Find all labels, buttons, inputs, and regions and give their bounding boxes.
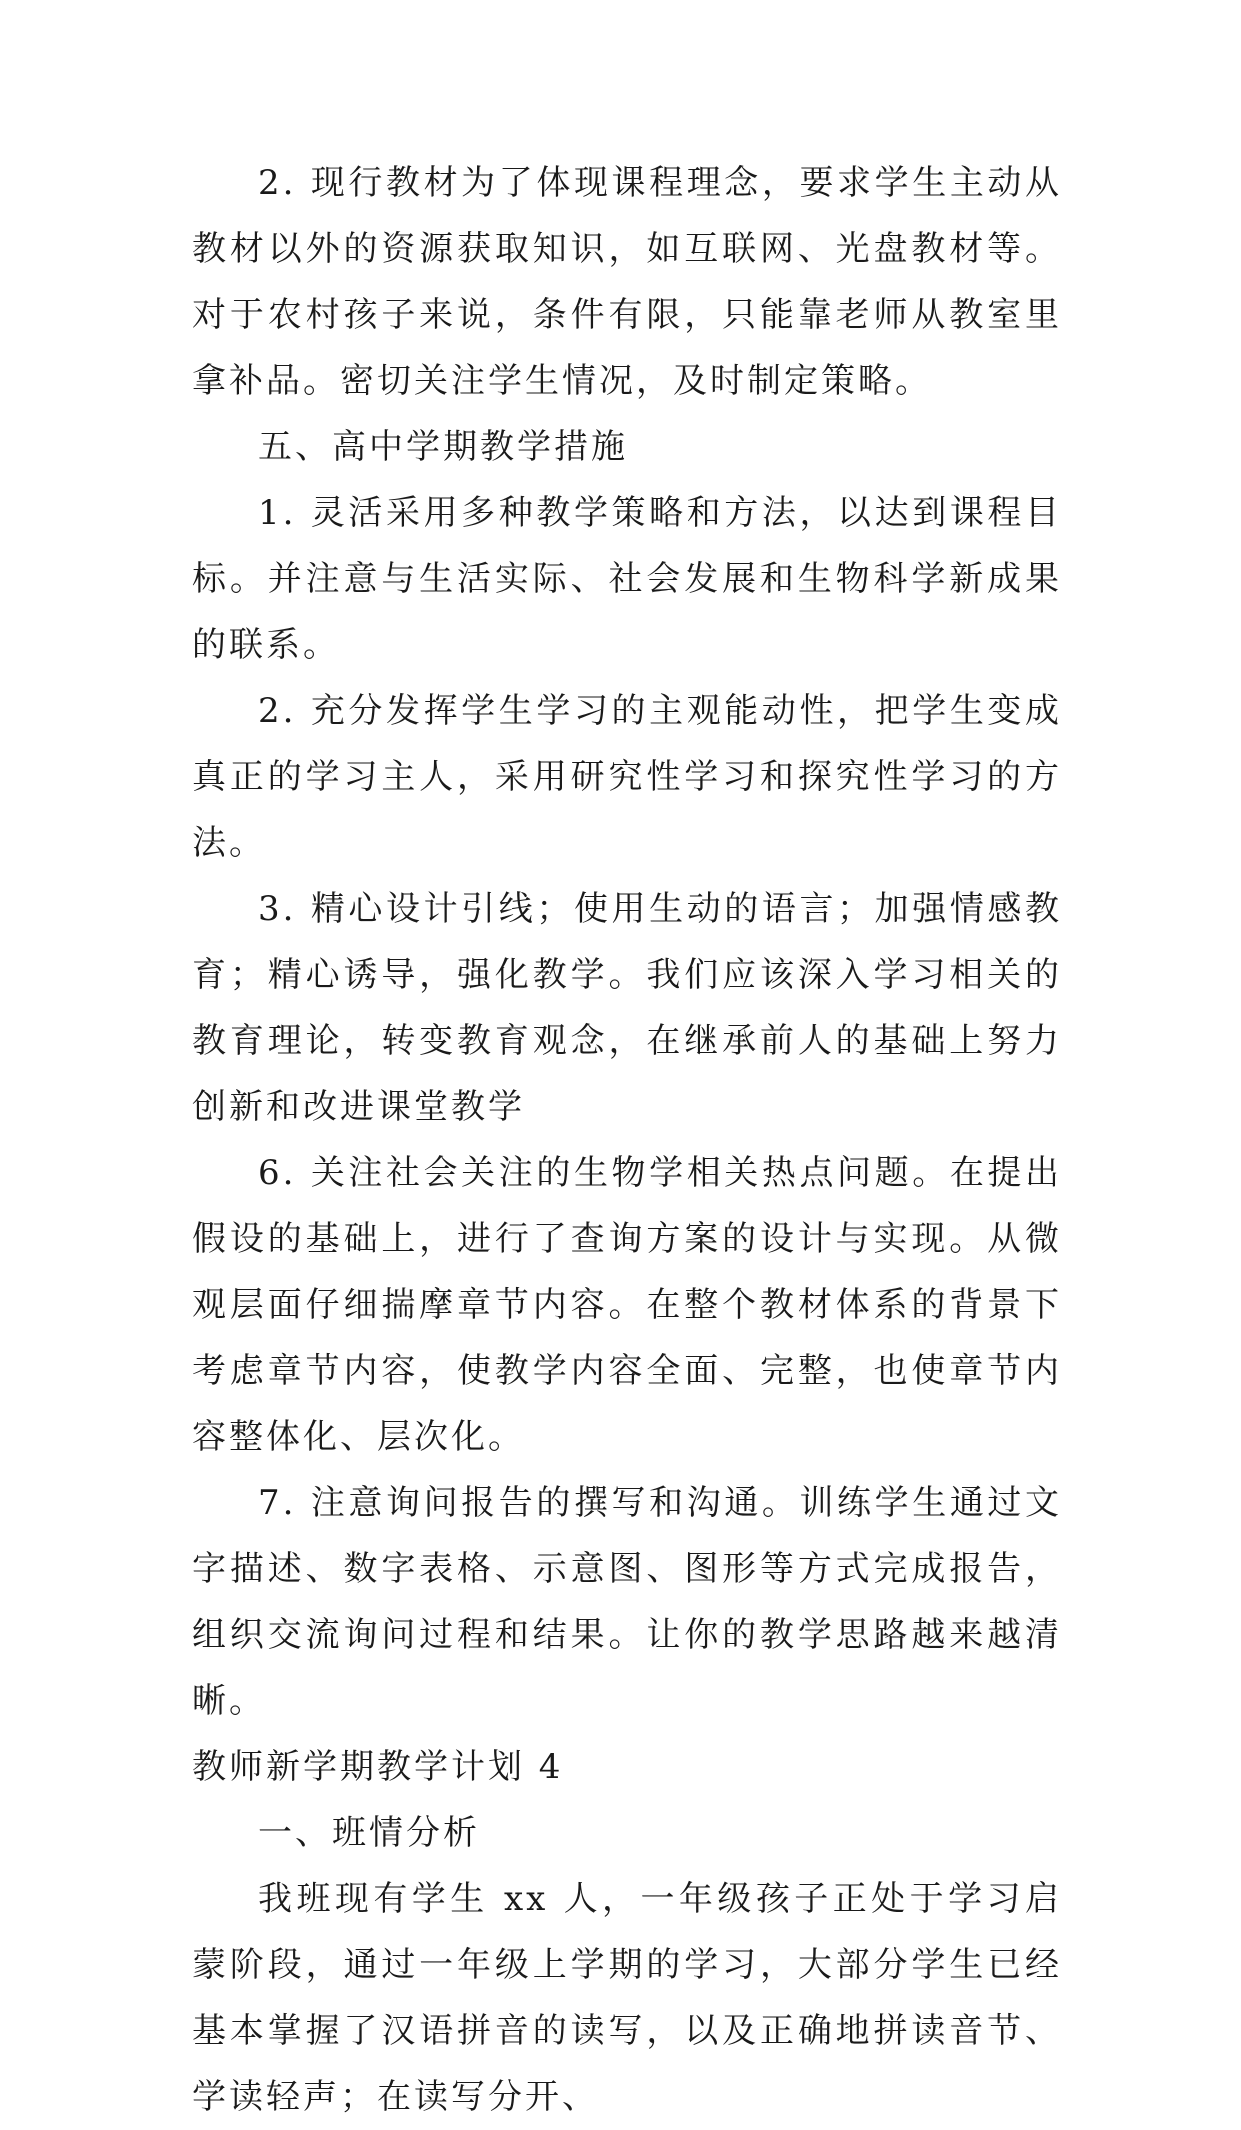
paragraph: 7. 注意询问报告的撰写和沟通。训练学生通过文字描述、数字表格、示意图、图形等方式完成报告，组织交流询问过程和结果。让你的教学思路越来越清晰。 [192, 1483, 1062, 1721]
document-title: 教师新学期教学计划 4 [192, 1747, 564, 1787]
paragraph: 6. 关注社会关注的生物学相关热点问题。在提出假设的基础上，进行了查询方案的设计与实现。从微观层面仔细揣摩章节内容。在整个教材体系的背景下考虑章节内容，使教学内容全面、完整，也使章节内容整体化、层次化。 [192, 1153, 1062, 1457]
section-heading: 一、班情分析 [258, 1813, 480, 1853]
paragraph: 我班现有学生 xx 人，一年级孩子正处于学习启蒙阶段，通过一年级上学期的学习，大部分学生已经基本掌握了汉语拼音的读写，以及正确地拼读音节、学读轻声；在读写分开、 [192, 1879, 1062, 2117]
document-body [192, 150, 1062, 2130]
paragraph: 1. 灵活采用多种教学策略和方法，以达到课程目标。并注意与生活实际、社会发展和生物科学新成果的联系。 [192, 493, 1062, 665]
section-heading: 五、高中学期教学措施 [258, 427, 628, 467]
paragraph: 2. 现行教材为了体现课程理念，要求学生主动从教材以外的资源获取知识，如互联网、光盘教材等。对于农村孩子来说，条件有限，只能靠老师从教室里拿补品。密切关注学生情况，及时制定策略。 [192, 163, 1062, 401]
paragraph: 3. 精心设计引线；使用生动的语言；加强情感教育；精心诱导，强化教学。我们应该深入学习相关的教育理论，转变教育观念，在继承前人的基础上努力创新和改进课堂教学 [192, 889, 1062, 1127]
paragraph: 2. 充分发挥学生学习的主观能动性，把学生变成真正的学习主人，采用研究性学习和探究性学习的方法。 [192, 691, 1062, 863]
